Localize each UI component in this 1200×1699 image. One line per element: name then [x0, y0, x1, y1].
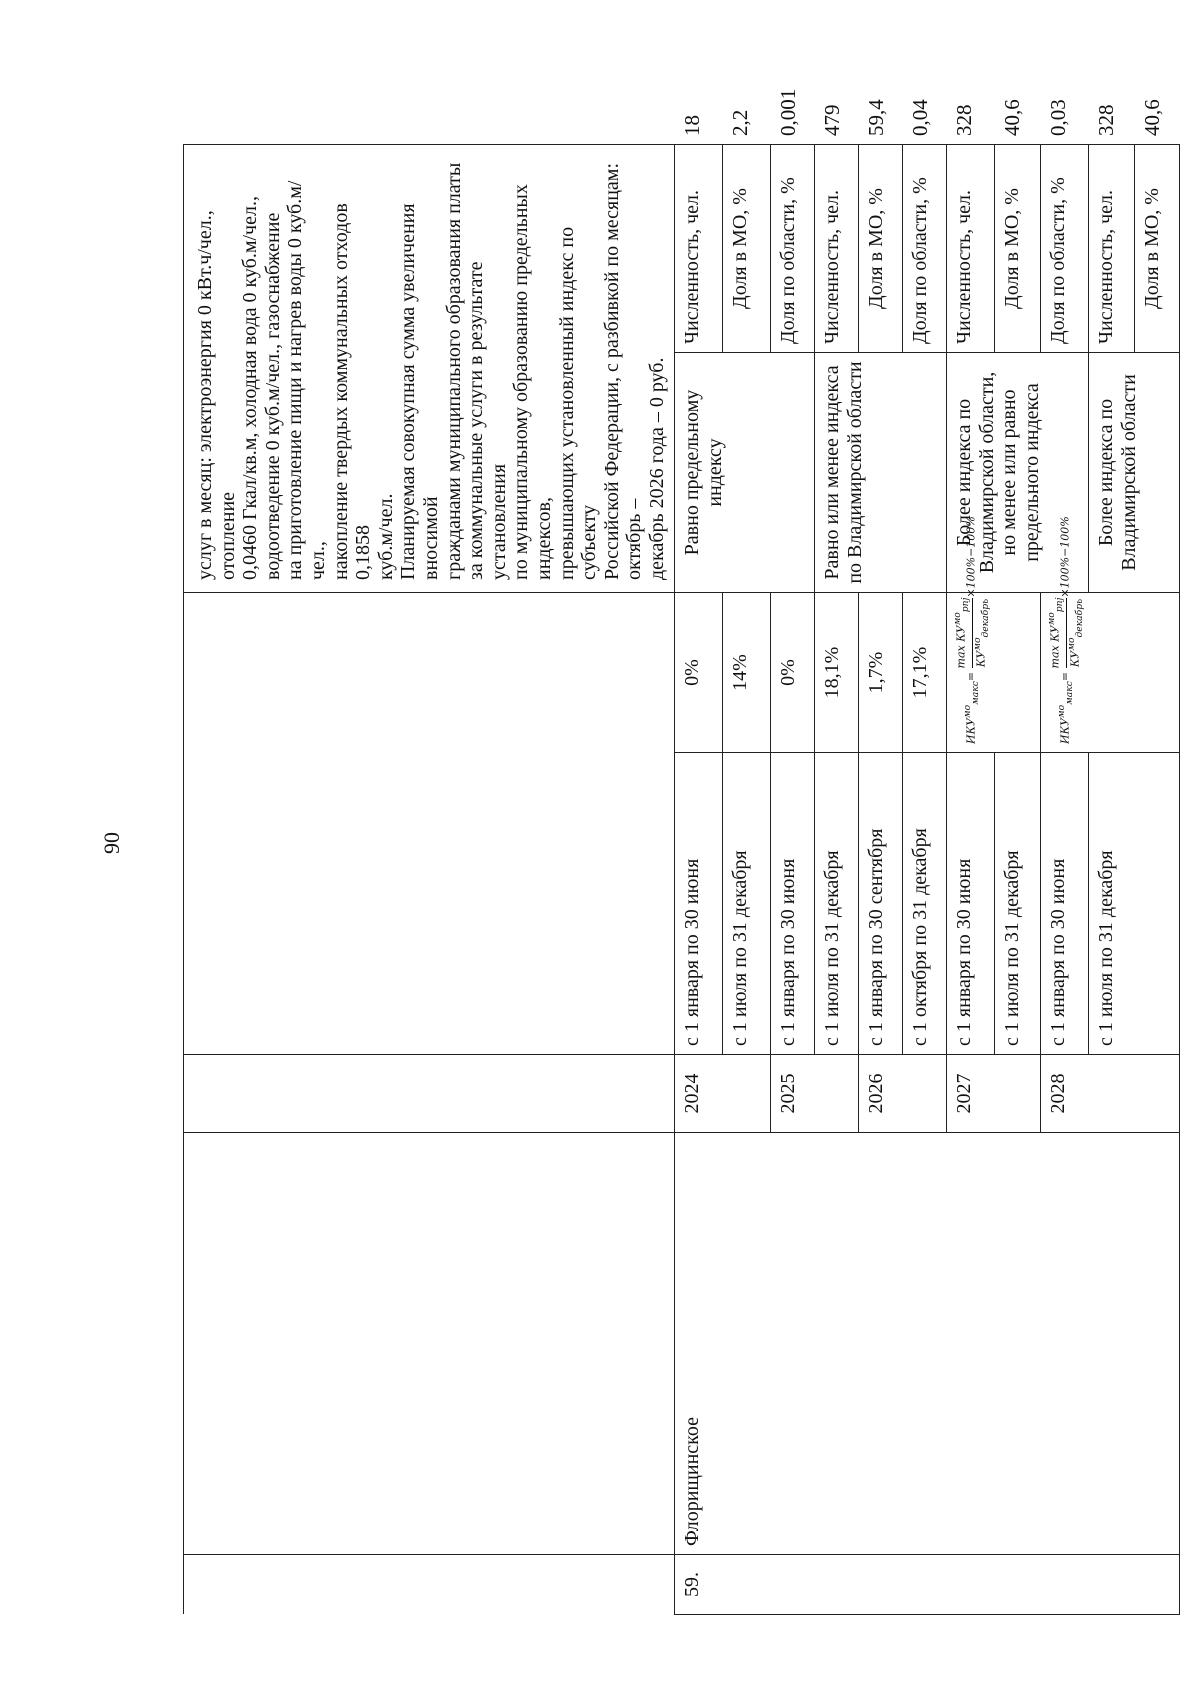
formula-denominator-sup: мо — [1065, 637, 1077, 651]
formula-numerator: max КУ — [955, 625, 969, 669]
group-label: Более индекса по Владимирской области, но менее или равно предельного индекса — [947, 353, 1089, 593]
description-line: декабрь 2026 года – 0 руб. — [645, 357, 668, 580]
prev-name-cell — [184, 1133, 675, 1555]
description-line: 0,0460 Гкал/кв.м, холодная вода 0 куб.м/чел., — [239, 196, 262, 580]
prev-year-cell — [184, 1055, 675, 1133]
formula-lhs-sub: макс — [970, 681, 982, 705]
index-cell: 17,1% — [903, 593, 947, 753]
formula-tail: ×100%−100% — [965, 516, 979, 598]
period-cell: с 1 января по 30 июня — [675, 753, 723, 1055]
metric-label: Доля по области, % — [1041, 145, 1089, 353]
formula-tail: ×100%−100% — [1059, 516, 1073, 598]
description-line: по муниципальному образованию предельных индексов, — [510, 184, 555, 580]
formula-numerator-sub: pnj — [960, 597, 972, 613]
period-cell: с 1 июля по 31 декабря — [1089, 753, 1180, 1055]
period-cell: с 1 июля по 31 декабря — [995, 753, 1041, 1055]
formula-lhs-sup: мо — [1056, 704, 1068, 718]
formula-numerator-sup: мо — [952, 612, 964, 626]
index-cell: 0% — [771, 593, 815, 753]
year-cell: 2028 — [1041, 1055, 1180, 1133]
year-cell: 2024 — [675, 1055, 771, 1133]
metric-label: Численность, чел. — [815, 145, 859, 353]
period-cell: с 1 октября по 31 декабря — [903, 753, 947, 1055]
metric-label: Доля по области, % — [903, 145, 947, 353]
index-cell: 18,1% — [815, 593, 859, 753]
rotated-table-container — [183, 88, 1165, 1615]
metric-label: Доля в МО, % — [723, 145, 771, 353]
formula-denominator-sub: декабрь — [979, 598, 991, 638]
metric-label: Доля в МО, % — [1135, 145, 1180, 353]
period-cell: с 1 января по 30 июня — [1041, 753, 1089, 1055]
formula-lhs: ИКУ — [1059, 717, 1073, 744]
year-cell: 2025 — [771, 1055, 859, 1133]
metric-label: Доля в МО, % — [995, 145, 1041, 353]
metric-label: Доля по области, % — [771, 145, 815, 353]
description-line: накопление твердых коммунальных отходов 0,1858 — [329, 203, 375, 580]
formula-cell: $ИКУ^{мо}_{макс}=$ $\max КУ^{мо}_{pnj}$ $КУ^{мо}_{декабрь}$ ×100%−100% — [1041, 593, 1180, 753]
year-cell: 2027 — [947, 1055, 1041, 1133]
description-line: Планируемая совокупная сумма увеличения вносимой — [397, 203, 442, 580]
prev-number-cell — [184, 1555, 675, 1615]
prev-period-cell — [184, 593, 675, 1055]
period-cell: с 1 июля по 31 декабря — [815, 753, 859, 1055]
formula-fraction — [953, 598, 990, 669]
index-cell: 1,7% — [859, 593, 903, 753]
description-line: водоотведение 0 куб.м/чел., газоснабжение — [261, 212, 284, 580]
description-line: гражданами муниципального образования платы — [442, 162, 465, 580]
formula-cell: $ИКУ^{мо}_{макс}=$ $\max КУ^{мо}_{pnj}$ $КУ^{мо}_{декабрь}$ ×100%−100% — [947, 593, 1041, 753]
year-cell: 2026 — [859, 1055, 947, 1133]
formula-numerator: max КУ — [1049, 625, 1063, 669]
description-cell — [184, 145, 675, 593]
entry-name: Флорищинское — [675, 1133, 1180, 1555]
metric-label: Численность, чел. — [947, 145, 995, 353]
period-cell: с 1 июля по 31 декабря — [723, 753, 771, 1055]
formula-numerator-sup: мо — [1046, 612, 1058, 626]
period-cell: с 1 января по 30 сентября — [859, 753, 903, 1055]
group-label: Более индекса по Владимирской области — [1089, 353, 1180, 593]
entry-number: 59. — [675, 1555, 1180, 1615]
formula-lhs-sub: макс — [1064, 681, 1076, 705]
formula-denominator-sub: декабрь — [1073, 598, 1085, 638]
description-line: куб.м/чел. — [374, 493, 397, 580]
period-cell: с 1 января по 30 июня — [947, 753, 995, 1055]
formula-denominator-sup: мо — [971, 637, 983, 651]
description-line: на приготовление пищи и нагрев воды 0 куб.м/чел., — [284, 180, 329, 580]
description-line: за коммунальные услуги в результате установления — [465, 261, 510, 580]
page-number: 90 — [99, 832, 124, 854]
metric-label: Численность, чел. — [1089, 145, 1135, 353]
index-table: услуг в месяц: электроэнергия 0 кВт.ч/чел., отопление 0,0460 Гкал/кв.м, холодная вода 0 куб.м/чел., водоотведение 0 куб.м/чел., газоснабжение на приготовление пищи и нагрев воды 0 куб.м/чел., накопление твердых коммунальных отходов 0,1858 куб.м/чел. Планируемая совокупная сумма увеличения вносимой гражданами муниципального образования платы за коммунальные услуги в результате установления по муниципальному образованию предельных индексов, превышающих установленный индекс по субъекту Российской Федерации, с разбивкой по месяцам: октябрь – декабрь 2026 года – 0 руб. 59. Флорищинское 2024 с 1 января по 30 июня 0% Равно предельному индексу Численность, чел. 18 с 1 июля по 31 декабря 14% Доля в МО, % 2,2 2025 с 1 января по 30 июня 0% Доля по области, % 0,001 с 1 июля по 31 декабря 18,1% Равно или менее индекса по Владимирской области Численность, чел. 479 2026 с 1 января по 30 сентября 1,7% Доля в МО, % 59,4 с 1 октября по 31 декабря 17,1% Доля по области, % 0,04 2027 с 1 января по 30 июня $ИКУ^{мо}_{макс}=$ $\max КУ^{мо}_{pnj}$ $КУ^{мо}_{декабрь}$ ×100%−100% Более индекса по Владимирской области, но менее или равно предельного индекса Численность, чел. 328 с 1 июля по 31 декабря Доля в МО, % 40,6 2028 с 1 января по 30 июня $ИКУ^{мо}_{макс}=$ $\max КУ^{мо}_{pnj}$ $КУ^{мо}_{декабрь}$ ×100%−100% Доля по области, % 0,03 с 1 июля по 31 декабря Более индекса по Владимирской области Численность, чел. 328 Доля в МО, % 40,6 — [183, 144, 1180, 1615]
formula-lhs: ИКУ — [965, 717, 979, 744]
group-label: Равно или менее индекса по Владимирской области — [815, 353, 947, 593]
description-line: Российской Федерации, с разбивкой по месяцам: октябрь – — [600, 162, 646, 580]
metric-label: Численность, чел. — [675, 145, 723, 353]
description-line: превышающих установленный индекс по субъекту — [555, 226, 601, 580]
formula-lhs-sup: мо — [962, 704, 974, 718]
index-cell: 0% — [675, 593, 723, 753]
formula-fraction — [1047, 598, 1084, 669]
formula-denominator: КУ — [1068, 650, 1082, 668]
group-label: Равно предельному индексу — [675, 353, 815, 593]
period-cell: с 1 января по 30 июня — [771, 753, 815, 1055]
formula-denominator: КУ — [974, 650, 988, 668]
description-line: услуг в месяц: электроэнергия 0 кВт.ч/чел., отопление — [194, 210, 239, 580]
formula-numerator-sub: pnj — [1054, 597, 1066, 613]
metric-label: Доля в МО, % — [859, 145, 903, 353]
index-cell: 14% — [723, 593, 771, 753]
